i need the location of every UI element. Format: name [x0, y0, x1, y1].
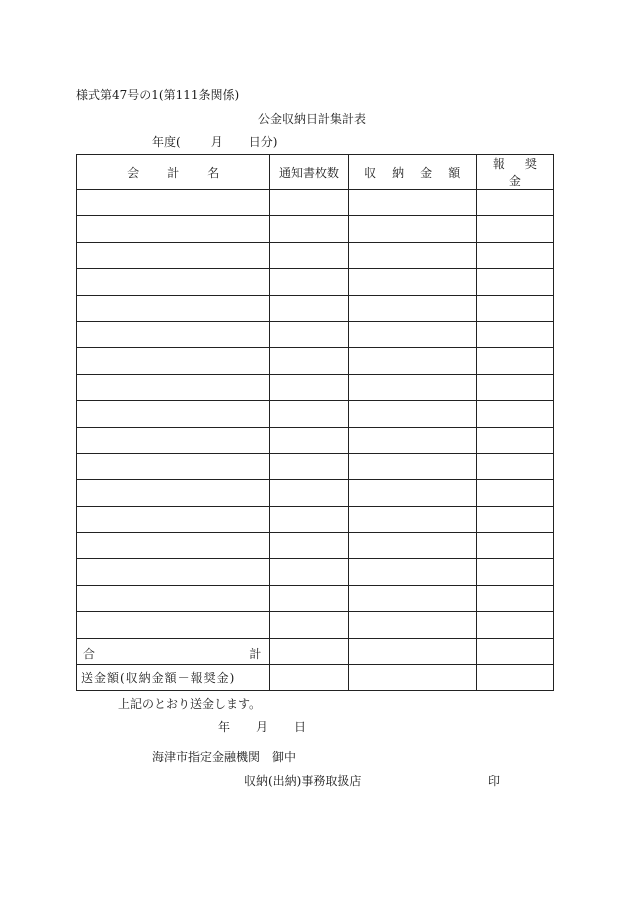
table-row: [77, 190, 554, 216]
account-name-cell[interactable]: [77, 585, 270, 611]
notice-count-cell[interactable]: [270, 216, 348, 242]
notice-count-cell[interactable]: [270, 295, 348, 321]
header-commission: 報 奨金: [476, 155, 553, 190]
account-name-cell[interactable]: [77, 269, 270, 295]
notice-count-cell[interactable]: [270, 427, 348, 453]
remittance-label-cell: 送金額(収納金額－報奨金): [77, 665, 270, 691]
table-row: [77, 242, 554, 268]
remittance-notice-count-cell[interactable]: [270, 665, 348, 691]
received-amount-cell[interactable]: [348, 269, 476, 295]
commission-cell[interactable]: [476, 269, 553, 295]
commission-cell[interactable]: [476, 190, 553, 216]
document-title: 公金収納日計集計表: [258, 112, 367, 126]
notice-count-cell[interactable]: [270, 506, 348, 532]
commission-cell[interactable]: [476, 559, 553, 585]
account-name-cell[interactable]: [77, 295, 270, 321]
table-row: [77, 321, 554, 347]
table-row: [77, 453, 554, 479]
date-month-label: 月: [256, 720, 269, 734]
table-row: [77, 348, 554, 374]
table-row: [77, 533, 554, 559]
fiscal-year-label: 年度(: [152, 135, 181, 149]
account-name-cell[interactable]: [77, 612, 270, 638]
table-row: [77, 585, 554, 611]
commission-cell[interactable]: [476, 427, 553, 453]
received-amount-cell[interactable]: [348, 612, 476, 638]
account-name-cell[interactable]: [77, 533, 270, 559]
notice-count-cell[interactable]: [270, 348, 348, 374]
notice-count-cell[interactable]: [270, 269, 348, 295]
commission-cell[interactable]: [476, 348, 553, 374]
notice-count-cell[interactable]: [270, 321, 348, 347]
commission-cell[interactable]: [476, 374, 553, 400]
commission-cell[interactable]: [476, 533, 553, 559]
account-name-cell[interactable]: [77, 401, 270, 427]
header-account-name: 会 計 名: [77, 155, 270, 190]
day-label: 日分): [248, 135, 278, 149]
account-name-cell[interactable]: [77, 427, 270, 453]
notice-count-cell[interactable]: [270, 612, 348, 638]
commission-cell[interactable]: [476, 506, 553, 532]
date-day-label: 日: [294, 720, 307, 734]
account-name-cell[interactable]: [77, 559, 270, 585]
commission-cell[interactable]: [476, 242, 553, 268]
notice-count-cell[interactable]: [270, 533, 348, 559]
account-name-cell[interactable]: [77, 348, 270, 374]
received-amount-cell[interactable]: [348, 480, 476, 506]
received-amount-cell[interactable]: [348, 533, 476, 559]
received-amount-cell[interactable]: [348, 453, 476, 479]
commission-cell[interactable]: [476, 585, 553, 611]
header-notice-count: 通知書枚数: [270, 155, 348, 190]
table-row: [77, 295, 554, 321]
notice-count-cell[interactable]: [270, 480, 348, 506]
collection-summary-table: [76, 154, 554, 691]
account-name-cell[interactable]: [77, 190, 270, 216]
form-number: 様式第47号の1(第111条関係): [76, 88, 240, 102]
total-notice-count-cell[interactable]: [270, 638, 348, 664]
notice-count-cell[interactable]: [270, 242, 348, 268]
received-amount-cell[interactable]: [348, 216, 476, 242]
commission-cell[interactable]: [476, 612, 553, 638]
account-name-cell[interactable]: [77, 321, 270, 347]
account-name-cell[interactable]: [77, 506, 270, 532]
table-row: [77, 480, 554, 506]
notice-count-cell[interactable]: [270, 374, 348, 400]
received-amount-cell[interactable]: [348, 321, 476, 347]
seal-mark: 印: [488, 774, 501, 788]
account-name-cell[interactable]: [77, 374, 270, 400]
remittance-row: [77, 665, 554, 691]
table-header-row: [77, 155, 554, 190]
closing-statement: 上記のとおり送金します。: [118, 697, 262, 711]
received-amount-cell[interactable]: [348, 585, 476, 611]
table-row: [77, 374, 554, 400]
notice-count-cell[interactable]: [270, 401, 348, 427]
notice-count-cell[interactable]: [270, 585, 348, 611]
total-row: [77, 638, 554, 664]
notice-count-cell[interactable]: [270, 190, 348, 216]
table-row: [77, 401, 554, 427]
account-name-cell[interactable]: [77, 480, 270, 506]
total-commission-cell[interactable]: [476, 638, 553, 664]
commission-cell[interactable]: [476, 295, 553, 321]
table-row: [77, 216, 554, 242]
date-year-label: 年: [218, 720, 231, 734]
received-amount-cell[interactable]: [348, 348, 476, 374]
table-row: [77, 559, 554, 585]
received-amount-cell[interactable]: [348, 242, 476, 268]
table-row: [77, 427, 554, 453]
total-label-cell: 合 計: [77, 638, 270, 664]
received-amount-cell[interactable]: [348, 427, 476, 453]
notice-count-cell[interactable]: [270, 453, 348, 479]
commission-cell[interactable]: [476, 401, 553, 427]
commission-cell[interactable]: [476, 216, 553, 242]
received-amount-cell[interactable]: [348, 374, 476, 400]
total-received-amount-cell[interactable]: [348, 638, 476, 664]
received-amount-cell[interactable]: [348, 506, 476, 532]
table-row: [77, 269, 554, 295]
account-name-cell[interactable]: [77, 242, 270, 268]
recipient: 海津市指定金融機関 御中: [152, 750, 297, 764]
table-row: [77, 612, 554, 638]
commission-cell[interactable]: [476, 480, 553, 506]
month-label: 月: [210, 135, 223, 149]
received-amount-cell[interactable]: [348, 295, 476, 321]
remittance-amount-cell[interactable]: [348, 665, 476, 691]
received-amount-cell[interactable]: [348, 190, 476, 216]
handling-branch: 収納(出納)事務取扱店: [244, 774, 362, 788]
account-name-cell[interactable]: [77, 216, 270, 242]
remittance-commission-cell[interactable]: [476, 665, 553, 691]
period-line: [152, 135, 277, 149]
header-received-amount: 収 納 金 額: [348, 155, 476, 190]
account-name-cell[interactable]: [77, 453, 270, 479]
received-amount-cell[interactable]: [348, 559, 476, 585]
received-amount-cell[interactable]: [348, 401, 476, 427]
notice-count-cell[interactable]: [270, 559, 348, 585]
table-row: [77, 506, 554, 532]
commission-cell[interactable]: [476, 453, 553, 479]
date-line: [218, 720, 306, 734]
commission-cell[interactable]: [476, 321, 553, 347]
